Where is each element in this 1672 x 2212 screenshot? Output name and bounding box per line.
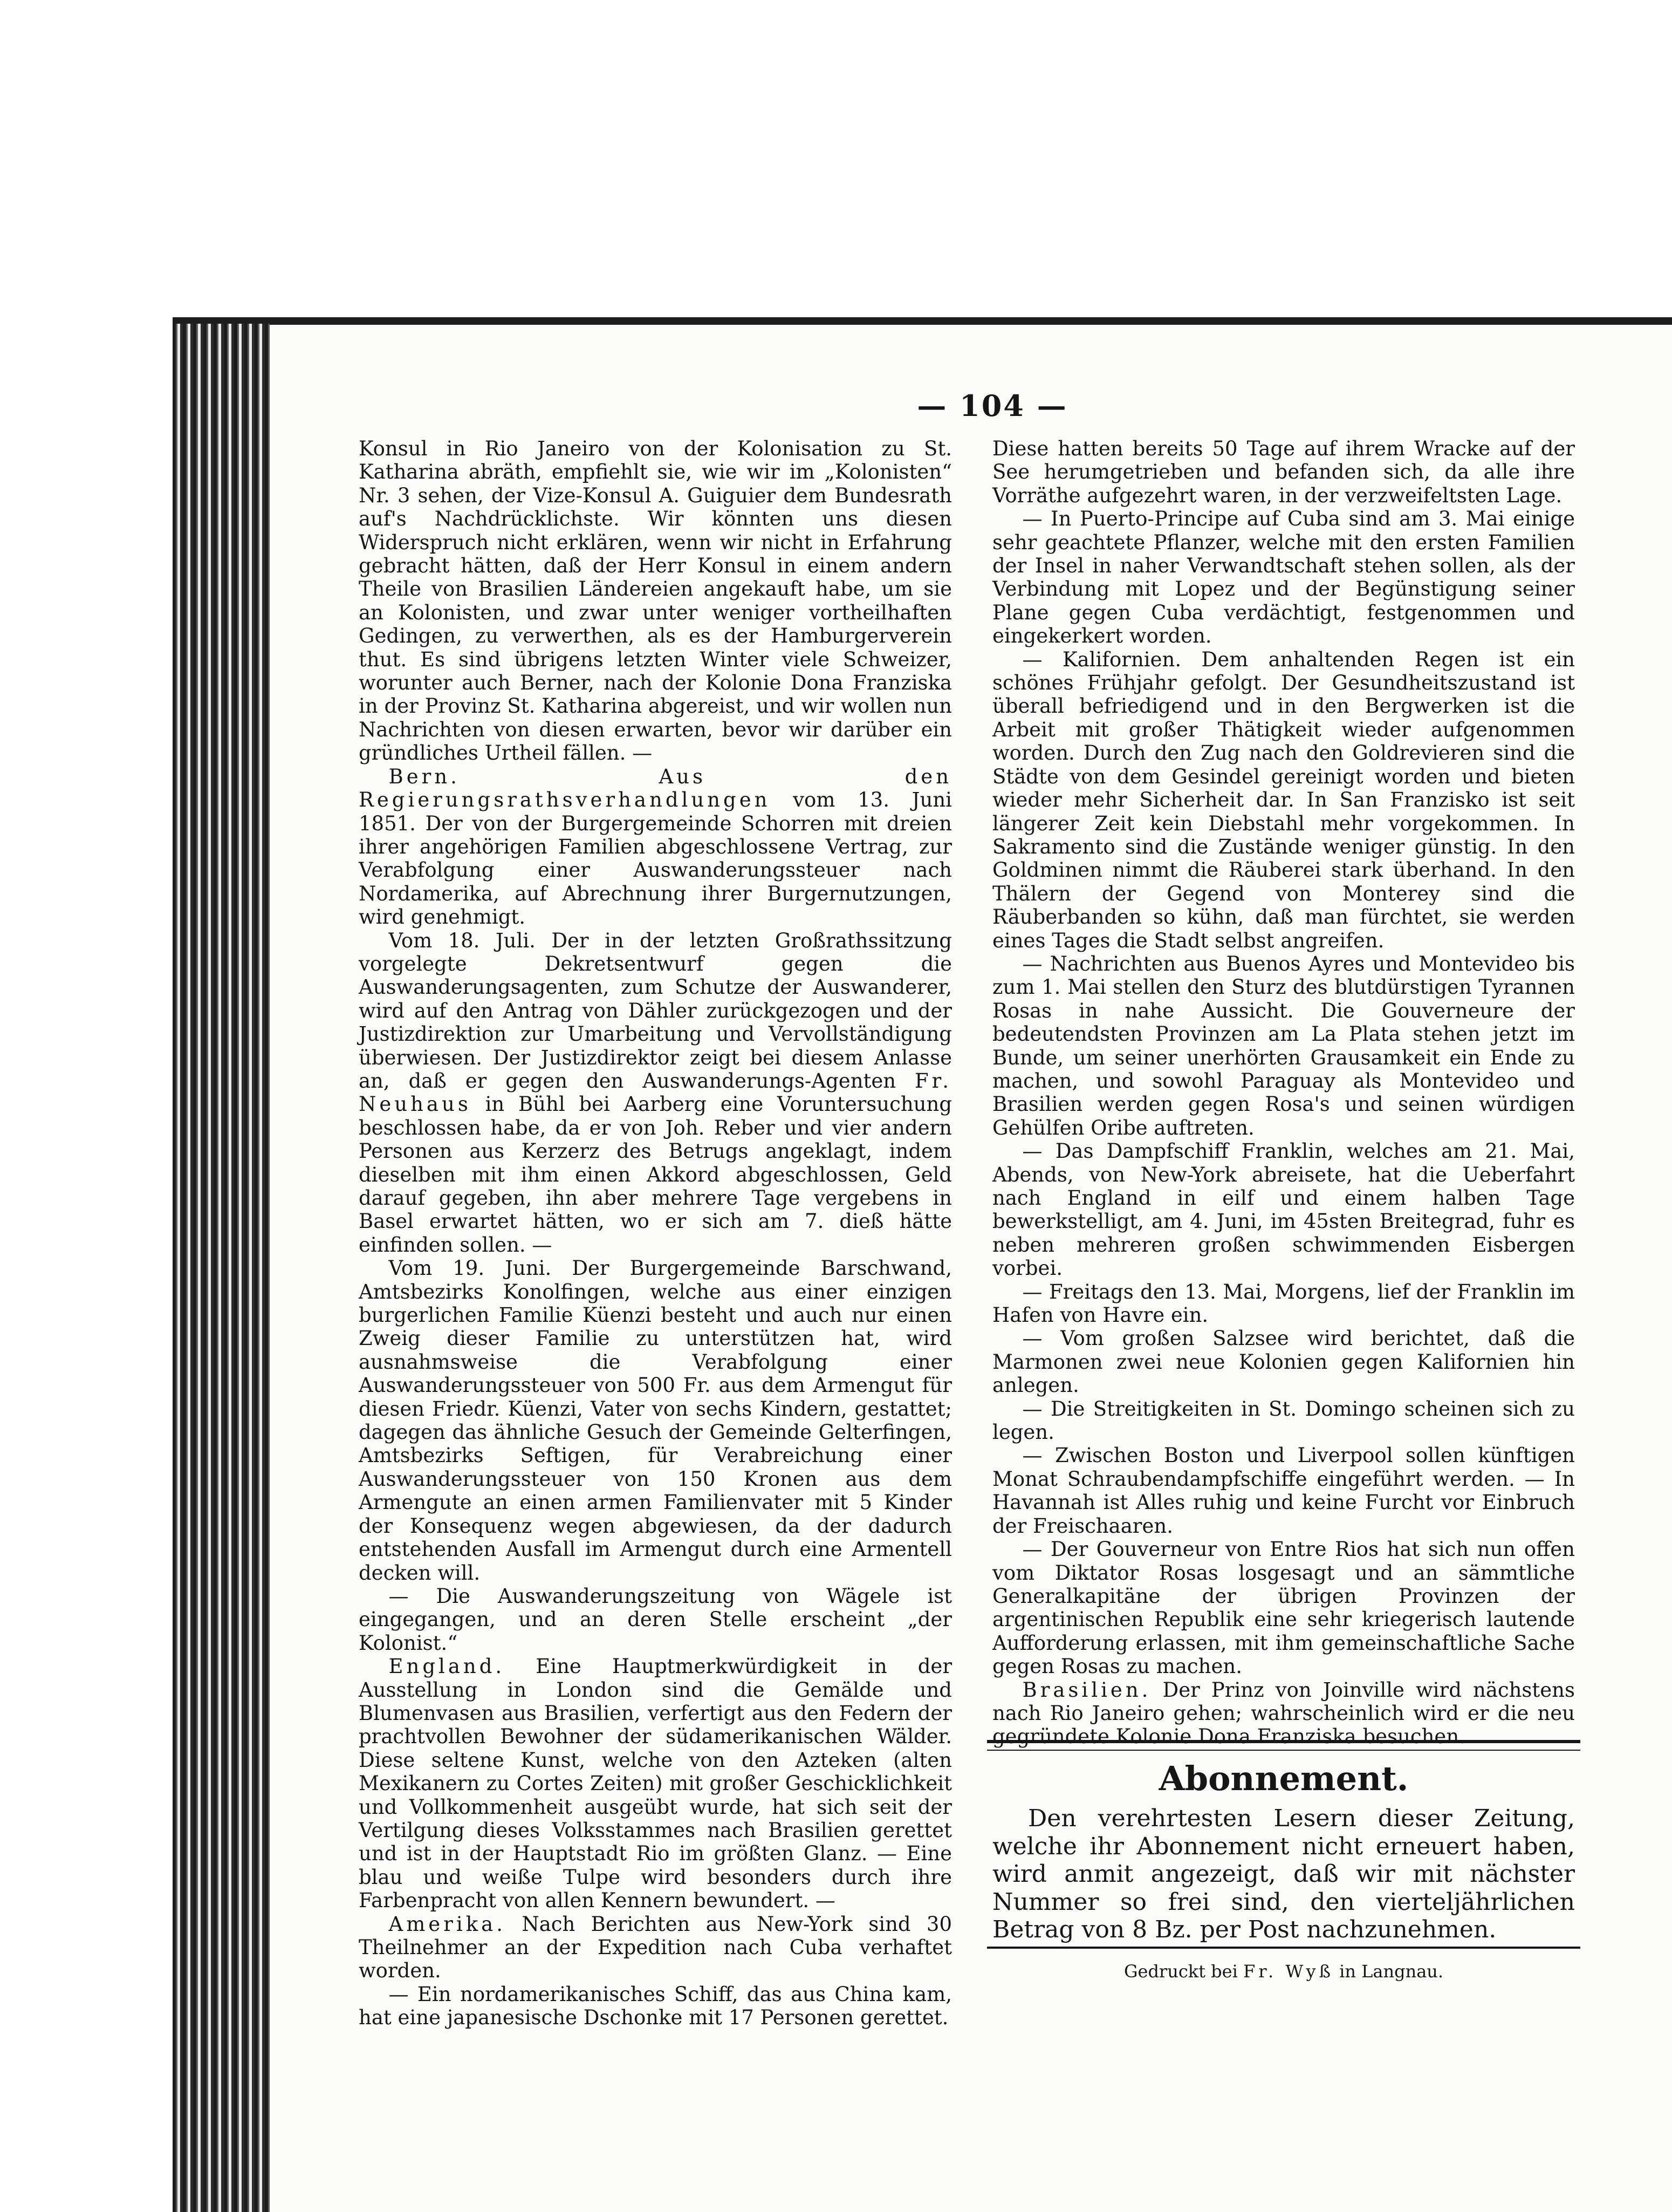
article-kalifornien: — Kalifornien. Dem anhaltenden Regen ist ein schönes Frühjahr gefolgt. Der Gesundheitszustand ist überall befriedigend und in den Bergwerken ist die Arbeit mit großer Thätigkeit wieder aufgenommen worden. Durch den Zug nach den Goldrevieren sind die Städte von dem Gesindel gereinigt worden und bieten wieder mehr Sicherheit dar. In San Franzisko ist seit längerer Zeit kein Diebstahl mehr vorgekommen. In Sakramento sind die Zustände weniger günstig. In den Goldminen nimmt die Räuberei stark überhand. In den Thälern der Gegend von Monterey sind die Räuberbanden so kühn, daß man fürchtet, sie werden eines Tages die Stadt selbst angreifen. — [992, 647, 1575, 952]
imprint — [992, 1961, 1575, 1982]
amerika-text: Nach Berichten aus New-York sind 30 Theilnehmer an der Expedition nach Cuba verhaftet worden. — [359, 1912, 953, 1983]
article-wrack: Diese hatten bereits 50 Tage auf ihrem Wracke auf der See herumgetrieben und befanden sich, da alle ihre Vorräthe aufgezehrt waren, in der verzweifeltsten Lage. — [992, 437, 1575, 507]
article-brasilien — [992, 1678, 1575, 1749]
article-havre: — Freitags den 13. Mai, Morgens, lief der Franklin im Hafen von Havre ein. — [992, 1280, 1575, 1327]
england-text: Eine Hauptmerkwürdigkeit in der Ausstellung in London sind die Gemälde und Blumenvasen aus Brasilien, verfertigt aus den Federn der prachtvollen Bewohner der südamerikanischen Wälder. Diese seltene Kunst, welche von den Azteken (alten Mexikanern zu Cortes Zeiten) mit großer Geschicklichkeit und Vollkommenheit ausgeübt wurde, hat sich seit der Vertilgung dieses Volksstammes nach Brasilien gerettet und ist in der Hauptstadt Rio im größten Glanz. — Eine blau und weiße Tulpe wird besonders durch ihre Farbenpracht von allen Kennern bewundert. — — [359, 1655, 952, 1913]
article-19-juni: Vom 19. Juni. Der Burgergemeinde Barschwand, Amtsbezirks Konolfingen, welche aus einer einzigen burgerlichen Familie Küenzi besteht und auch nur einen Zweig dieser Familie zu unterstützen hat, wird ausnahmsweise die Verabfolgung einer Auswanderungssteuer von 500 Fr. aus dem Armengut für diesen Friedr. Küenzi, Vater von sechs Kindern, gestattet; dagegen das ähnliche Gesuch der Gemeinde Gelterfingen, Amtsbezirks Seftigen, für Verabreichung einer Auswanderungssteuer von 150 Kronen aus dem Armengute an einen armen Familienvater mit 5 Kinder der Konsequenz wegen abgewiesen, da der dadurch entstehenden Ausfall im Armengut durch eine Armentell decken will. — [359, 1257, 952, 1585]
brasilien-heading: Brasilien. — [1022, 1678, 1152, 1702]
imprint-prefix: Gedruckt bei — [1123, 1961, 1238, 1982]
left-column — [359, 437, 952, 2030]
article-18-juli — [359, 929, 952, 1257]
neuhaus-name: Fr. Neuhaus — [359, 1069, 953, 1116]
imprint-divider — [987, 1947, 1580, 1949]
imprint-suffix: in Langnau. — [1339, 1961, 1444, 1982]
article-salzsee: — Vom großen Salzsee wird berichtet, daß die Marmonen zwei neue Kolonien gegen Kalifornien hin anlegen. — [992, 1327, 1575, 1397]
article-franklin: — Das Dampfschiff Franklin, welches am 21. Mai, Abends, von New-York abreisete, hat die Ueberfahrt nach England in eilf und einem halben Tage bewerkstelligt, am 4. Juni, im 45sten Breitegrad, fuhr es neben mehreren großen schwimmenden Eisbergen vorbei. — [992, 1139, 1575, 1280]
abonnement-title: Abonnement. — [1159, 1759, 1409, 1798]
article-england — [359, 1655, 952, 1912]
bern-text: vom 13. Juni 1851. Der von der Burgergemeinde Schorren mit dreien ihrer angehörigen Familien abgeschlossene Vertrag, zur Verabfolgung einer Auswanderungssteuer nach Nordamerika, auf Abrechnung ihrer Burgernutzungen, wird genehmigt. — [359, 788, 952, 929]
article-konsul: Konsul in Rio Janeiro von der Kolonisation zu St. Katharina abräth, empfiehlt sie, wie wir im „Kolonisten“ Nr. 3 sehen, der Vize-Konsul A. Guiguier dem Bundesrath auf's Nachdrücklichste. Wir könnten uns diesen Widerspruch nicht erklären, wenn wir nicht in Erfahrung gebracht hätten, daß der Herr Konsul in einem andern Theile von Brasilien Ländereien angekauft habe, um sie an Kolonisten, und zwar unter weniger vortheilhaften Gedingen, zu verwerthen, als es der Hamburgerverein thut. Es sind übrigens letzten Winter viele Schweizer, worunter auch Berner, nach der Kolonie Dona Franziska in der Provinz St. Katharina abgereist, und wir wollen nun Nachrichten von diesen erwarten, bevor wir darüber ein gründliches Urtheil fällen. — — [359, 437, 952, 765]
article-schiff: — Ein nordamerikanisches Schiff, das aus China kam, hat eine japanesische Dschonke mit 17 Personen gerettet. — [359, 1982, 952, 2030]
article-entre-rios: — Der Gouverneur von Entre Rios hat sich nun offen vom Diktator Rosas losgesagt und an sämmtliche Generalkapitäne der übrigen Provinzen der argentinischen Republik eine sehr kriegerisch lautende Aufforderung erlassen, mit ihm gemeinschaftliche Sache gegen Rosas zu machen. — [992, 1538, 1575, 1678]
article-amerika — [359, 1913, 952, 1983]
abonnement-text: Den verehrtesten Lesern dieser Zeitung, welche ihr Abonnement nicht erneuert haben, wird anmit angezeigt, daß wir mit nächster Nummer so frei sind, den vierteljährlichen Betrag von 8 Bz. per Post nachzunehmen. — [992, 1805, 1575, 1943]
article-cuba: — In Puerto-Principe auf Cuba sind am 3. Mai einige sehr geachtete Pflanzer, welche mit den ersten Familien der Insel in naher Verwandtschaft stehen sollen, als der Verbindung mit Lopez und der Begünstigung seiner Plane gegen Cuba verdächtigt, festgenommen und eingekerkert worden. — [992, 507, 1575, 648]
article-auswanderungszeitung: — Die Auswanderungszeitung von Wägele ist eingegangen, und an deren Stelle erscheint „der Kolonist.“ — [359, 1584, 952, 1655]
article-bern — [359, 765, 952, 929]
page-top-edge — [173, 317, 1672, 325]
article-buenos-ayres: — Nachrichten aus Buenos Ayres und Montevideo bis zum 1. Mai stellen den Sturz des blutdürstigen Tyrannen Rosas in nahe Aussicht. Die Gouverneure der bedeutendsten Provinzen am La Plata stehen jetzt im Bunde, um seiner unerhörten Grausamkeit ein Ende zu machen, und sowohl Paraguay als Montevideo und Brasilien werden gegen Rosa's und seinen würdigen Gehülfen Oribe auftreten. — [992, 952, 1575, 1139]
article-boston: — Zwischen Boston und Liverpool sollen künftigen Monat Schraubendampfschiffe eingeführt werden. — In Havannah ist Alles ruhig und keine Furcht vor Einbruch der Freischaaren. — [992, 1444, 1575, 1538]
bern-heading: Bern. Aus den Regierungsrathsverhandlungen — [359, 764, 952, 812]
abonnement-notice — [992, 1805, 1575, 1944]
right-column — [992, 437, 1575, 1749]
imprint-printer: Fr. Wyß — [1243, 1961, 1334, 1982]
juli-text: Vom 18. Juli. Der in der letzten Großrathssitzung vorgelegte Dekretsentwurf gegen die Auswanderungsagenten, zum Schutze der Auswanderer, wird auf den Antrag von Dähler zurückgezogen und der Justizdirektion zur Umarbeitung und Vervollständigung überwiesen. Der Justizdirektor zeigt bei diesem Anlasse an, daß er gegen den Auswanderungs-Agenten — [359, 929, 952, 1093]
section-divider — [987, 1740, 1580, 1751]
neuhaus-text: in Bühl bei Aarberg eine Voruntersuchung beschlossen habe, da er von Joh. Reber und vier andern Personen aus Kerzerz des Betrugs angeklagt, indem dieselben mit ihm einen Akkord abgeschlossen, Geld darauf gegeben, ihn aber mehrere Tage vergebens in Basel erwartet hätten, wo er sich am 7. dieß hätte einfinden sollen. — — [359, 1093, 952, 1257]
england-heading: England. — [388, 1655, 505, 1678]
amerika-heading: Amerika. — [388, 1912, 506, 1936]
article-domingo: — Die Streitigkeiten in St. Domingo scheinen sich zu legen. — [992, 1397, 1575, 1444]
page-number: — 104 — — [917, 388, 1068, 423]
book-spine-edge — [173, 324, 270, 2212]
brasilien-text: Der Prinz von Joinville wird nächstens nach Rio Janeiro gehen; wahrscheinlich wird er die neu gegründete Kolonie Dona Franziska besuchen. — [992, 1678, 1575, 1749]
